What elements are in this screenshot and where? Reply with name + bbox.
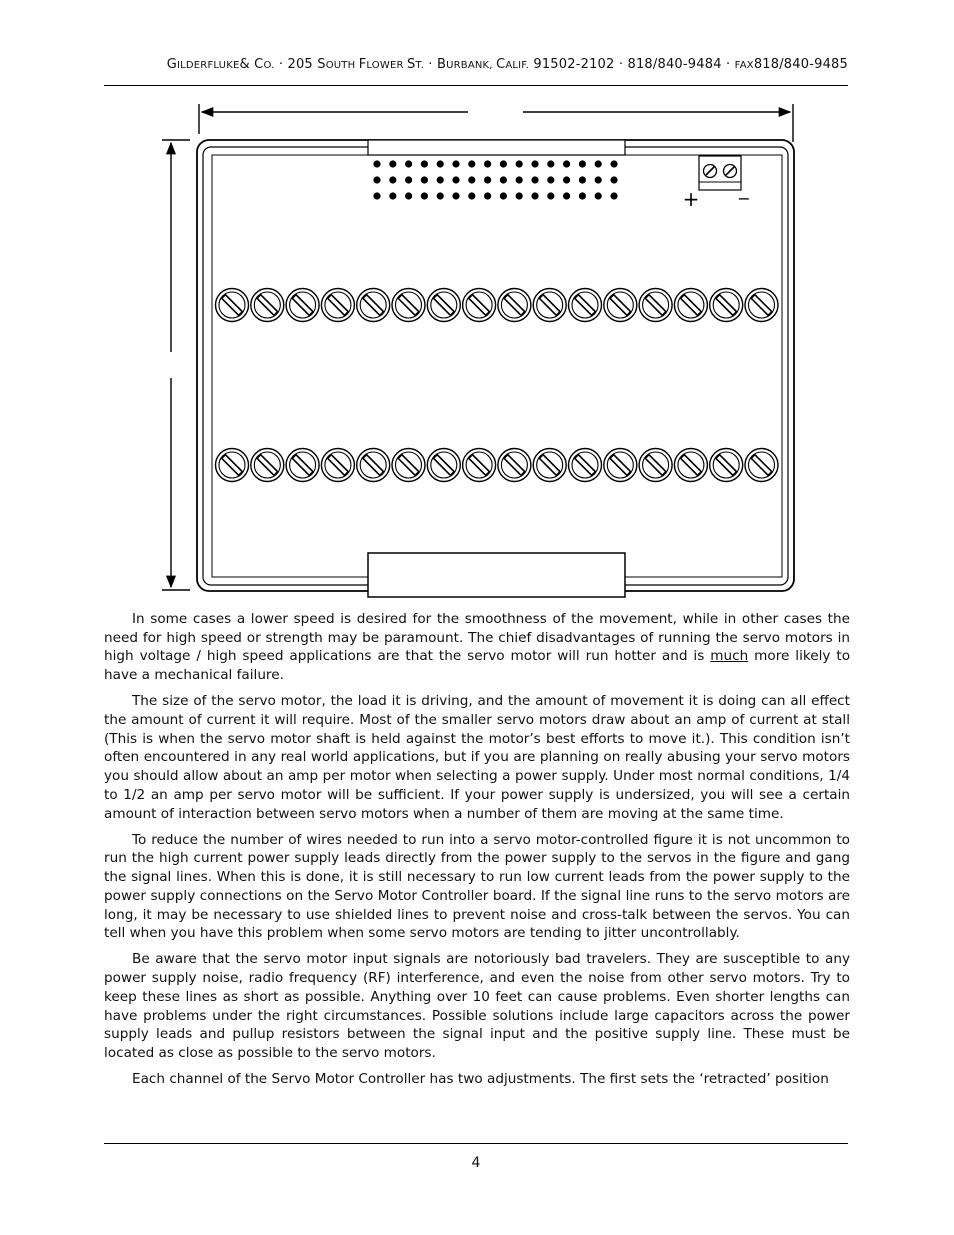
header-pin <box>500 176 507 183</box>
screw-terminal <box>498 449 531 482</box>
header-pin <box>610 160 617 167</box>
header-pin <box>516 176 523 183</box>
screw-terminal <box>427 289 460 322</box>
header-pin <box>468 160 475 167</box>
header-pin <box>500 192 507 199</box>
paragraph: To reduce the number of wires needed to run into a servo motor-controlled figure it is not uncommon to run the high current power supply leads directly from the power supply to the servos in the figure and gang the signal lines. When this is done, it is still necessary to run low current leads from the power supply to the power supply connections on the Servo Motor Controller board. If the signal line runs to the servo motors are long, it may be necessary to use shielded lines to prevent noise and cross-talk between the servos. You can tell when you have this problem when some servo motors are tending to jitter uncontrollably. <box>104 831 850 942</box>
screw-terminal <box>745 289 778 322</box>
terminal-row-bottom <box>216 449 779 482</box>
bottom-connector-box <box>368 553 625 597</box>
screw-terminal <box>604 289 637 322</box>
header-pin <box>484 160 491 167</box>
header-pin <box>437 192 444 199</box>
height-dimension <box>162 140 190 590</box>
screw-terminal <box>533 289 566 322</box>
body-text <box>104 610 850 1096</box>
header-pin <box>563 192 570 199</box>
header-pin <box>389 192 396 199</box>
header-pin <box>610 192 617 199</box>
header-pin <box>421 192 428 199</box>
header-pin <box>452 192 459 199</box>
screw-terminal <box>639 289 672 322</box>
screw-terminal <box>251 449 284 482</box>
header-pin <box>563 176 570 183</box>
header-pin <box>595 176 602 183</box>
header-pin <box>452 160 459 167</box>
screw-terminal <box>216 289 249 322</box>
header-pin <box>389 176 396 183</box>
screw-terminal <box>251 289 284 322</box>
screw-terminal <box>463 449 496 482</box>
header-pin <box>452 176 459 183</box>
header-rule <box>104 85 848 86</box>
screw-terminal <box>674 449 707 482</box>
header-pin <box>421 160 428 167</box>
footer-rule <box>104 1143 848 1144</box>
screw-terminal <box>286 449 319 482</box>
paragraph: Be aware that the servo motor input signals are notoriously bad travelers. They are susceptible to any power supply noise, radio frequency (RF) interference, and even the noise from other servo motors. Try to keep these lines as short as possible. Anything over 10 feet can cause problems. Even shorter lengths can have problems under the right circumstances. Possible solutions include large capacitors across the power supply leads and pullup resistors between the signal input and the positive supply line. These must be located as close as possible to the servo motors. <box>104 951 850 1061</box>
screw-terminal <box>286 289 319 322</box>
screw-terminal <box>427 449 460 482</box>
header-pin <box>405 160 412 167</box>
header-pin <box>373 192 380 199</box>
top-edge-tab <box>368 140 625 155</box>
header-pin <box>579 192 586 199</box>
screw-terminal <box>321 289 354 322</box>
screw-terminal <box>674 289 707 322</box>
header-pin <box>610 176 617 183</box>
screw-terminal <box>745 449 778 482</box>
header-pin <box>579 176 586 183</box>
header-pin <box>484 176 491 183</box>
header-pin <box>547 160 554 167</box>
screw-terminal <box>710 449 743 482</box>
header-pin <box>405 176 412 183</box>
screw-terminal <box>463 289 496 322</box>
power-plus-label: + <box>682 187 700 211</box>
width-dimension <box>199 104 793 142</box>
header-pin <box>547 176 554 183</box>
power-minus-label: − <box>737 189 751 208</box>
header-pin <box>531 176 538 183</box>
screw-terminal <box>392 449 425 482</box>
power-terminal-block <box>699 156 741 190</box>
screw-terminal <box>498 289 531 322</box>
header-pin <box>437 176 444 183</box>
screw-terminal <box>533 449 566 482</box>
header-pin <box>579 160 586 167</box>
header-pin <box>563 160 570 167</box>
screw-terminal <box>604 449 637 482</box>
header-pin <box>389 160 396 167</box>
terminal-row-top <box>216 289 779 322</box>
header-pin <box>531 160 538 167</box>
screw-terminal <box>639 449 672 482</box>
servo-controller-board-diagram <box>150 98 810 598</box>
header-pin <box>595 160 602 167</box>
screw-terminal <box>357 449 390 482</box>
header-pin <box>373 160 380 167</box>
header-pin <box>468 192 475 199</box>
header-pin <box>437 160 444 167</box>
paragraph: Each channel of the Servo Motor Controller has two adjustments. The first sets the ‘retracted’ position <box>132 1071 829 1088</box>
board-outline <box>197 140 794 591</box>
screw-terminal <box>321 449 354 482</box>
screw-terminal <box>216 449 249 482</box>
paragraph: The size of the servo motor, the load it is driving, and the amount of movement it is doing can all effect the amount of current it will require. Most of the smaller servo motors draw about an amp of current at stall (This is when the servo motor shaft is held against the motor’s best efforts to move it.). This condition isn’t often encountered in any real world applications, but if you are planning on really abusing your servo motors you should allow about an amp per motor when selecting a power supply. Under most normal conditions, 1/4 to 1/2 an amp per servo motor will be sufficient. If your power supply is undersized, you will see a certain amount of interaction between servo motors when a number of them are moving at the same time. <box>104 693 850 822</box>
paragraph: In some cases a lower speed is desired for the smoothness of the movement, while in other cases the need for high speed or strength may be paramount. The chief disadvantages of running the servo motors in high voltage / high speed applications are that the servo motor will run hotter and is much more likely to have a mechanical failure. <box>104 611 851 684</box>
page-number: 4 <box>471 1155 481 1171</box>
screw-terminal <box>569 449 602 482</box>
header-pin <box>468 176 475 183</box>
header-pin <box>373 176 380 183</box>
header-pin <box>547 192 554 199</box>
screw-terminal <box>357 289 390 322</box>
page-header: GILDERFLUKE& CO. · 205 SOUTH FLOWER ST. · BURBANK, CALIF. 91502-2102 · 818/840-9484 · FAX818/840-9485 <box>166 57 848 72</box>
header-pin <box>484 192 491 199</box>
screw-terminal <box>392 289 425 322</box>
screw-terminal <box>710 289 743 322</box>
header-pin <box>421 176 428 183</box>
header-pin <box>516 160 523 167</box>
header-pin <box>405 192 412 199</box>
header-pin <box>516 192 523 199</box>
header-pin <box>500 160 507 167</box>
header-pin <box>531 192 538 199</box>
screw-terminal <box>569 289 602 322</box>
input-pin-header <box>373 160 617 199</box>
header-pin <box>595 192 602 199</box>
